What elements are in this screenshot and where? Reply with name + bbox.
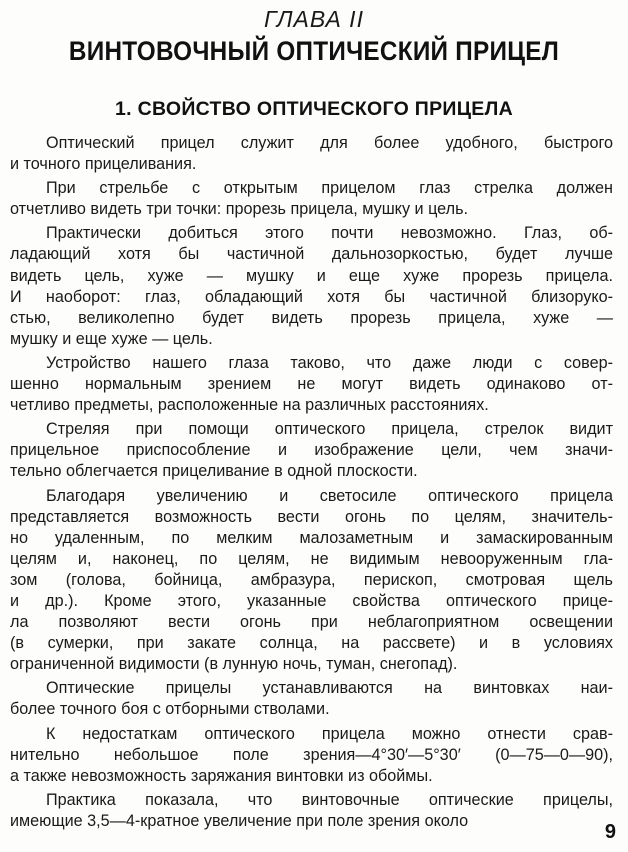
text-line: более точного боя с отборными стволами. <box>10 700 330 719</box>
text-line: представляется возможность вести огонь по целям, значитель- <box>10 507 613 526</box>
text-line: Стреляя при помощи оптического прицела, стрелок видит <box>46 420 613 439</box>
paragraph <box>10 419 613 482</box>
paragraph <box>10 133 613 175</box>
paragraph <box>10 353 613 416</box>
paragraph <box>10 486 613 676</box>
text-line: Практика показала, что винтовочные оптические прицелы, <box>46 790 613 809</box>
text-line: четливо предметы, расположенные на различных расстояниях. <box>10 396 489 415</box>
text-line: Устройство нашего глаза таково, что даже люди с совер- <box>46 353 613 372</box>
text-line: видеть цель, хуже — мушку и еще хуже прорезь прицела. <box>10 266 613 285</box>
text-line: Практически добиться этого почти невозможно. Глаз, об- <box>46 224 613 243</box>
text-line: Оптический прицел служит для более удобного, быстрого <box>46 134 613 152</box>
text-line: И наоборот: глаз, обладающий хотя бы частичной близоруко- <box>10 287 613 306</box>
text-line: мушку и еще хуже — цель. <box>10 329 213 348</box>
text-line: Оптические прицелы устанавливаются на винтовках наи- <box>46 679 613 698</box>
text-line: ладающий хотя бы частичной дальнозоркостью, будет лучше <box>10 245 613 264</box>
paragraph <box>10 790 613 832</box>
chapter-heading: ГЛАВА II <box>264 6 364 32</box>
text-line: зом (голова, бойница, амбразура, перископ, смотровая щель <box>10 570 613 589</box>
text-line: нительно небольшое поле зрения—4°30′—5°30′ (0—75—0—90), <box>10 745 613 764</box>
text-line: (в сумерки, при закате солнца, на рассвете) и в условиях <box>10 634 613 653</box>
text-line: тельно облегчается прицеливание в одной плоскости. <box>10 462 418 481</box>
text-line: ограниченной видимости (в лунную ночь, туман, снегопад). <box>10 655 458 674</box>
text-line: Благодаря увеличению и светосиле оптического прицела <box>46 486 613 505</box>
text-line: шенно нормальным зрением не могут видеть одинаково от- <box>10 375 613 394</box>
paragraph <box>10 223 613 350</box>
page-number: 9 <box>604 821 616 843</box>
text-line: имеющие 3,5—4-кратное увеличение при поле зрения около <box>10 811 469 830</box>
chapter-title: ВИНТОВОЧНЫЙ ОПТИЧЕСКИЙ ПРИЦЕЛ <box>68 36 560 66</box>
text-line: ла позволяют вести огонь при неблагоприятном освещении <box>10 613 613 632</box>
text-line: целям и, наконец, по целям, не видимым невооруженным гла- <box>10 549 613 568</box>
text-line: При стрельбе с открытым прицелом глаз стрелка должен <box>46 179 613 198</box>
text-line: и др.). Кроме этого, указанные свойства оптического прице- <box>10 591 613 610</box>
paragraph <box>10 724 613 787</box>
text-line: и точного прицеливания. <box>10 155 197 174</box>
text-line: но удаленным, по мелким малозаметным и замаскированным <box>10 528 613 547</box>
text-line: отчетливо видеть три точки: прорезь прицела, мушку и цель. <box>10 200 469 219</box>
section-heading: 1. СВОЙСТВО ОПТИЧЕСКОГО ПРИЦЕЛА <box>115 98 513 120</box>
text-line: К недостаткам оптического прицела можно отнести срав- <box>46 724 613 743</box>
text-line: стью, великолепно будет видеть прорезь прицела, хуже — <box>10 308 613 327</box>
text-line: прицельное приспособление и изображение цели, чем значи- <box>10 441 613 460</box>
paragraph <box>10 678 613 720</box>
body-text <box>10 133 613 832</box>
text-line: а также невозможность заряжания винтовки из обоймы. <box>10 766 433 785</box>
paragraph <box>10 178 613 220</box>
